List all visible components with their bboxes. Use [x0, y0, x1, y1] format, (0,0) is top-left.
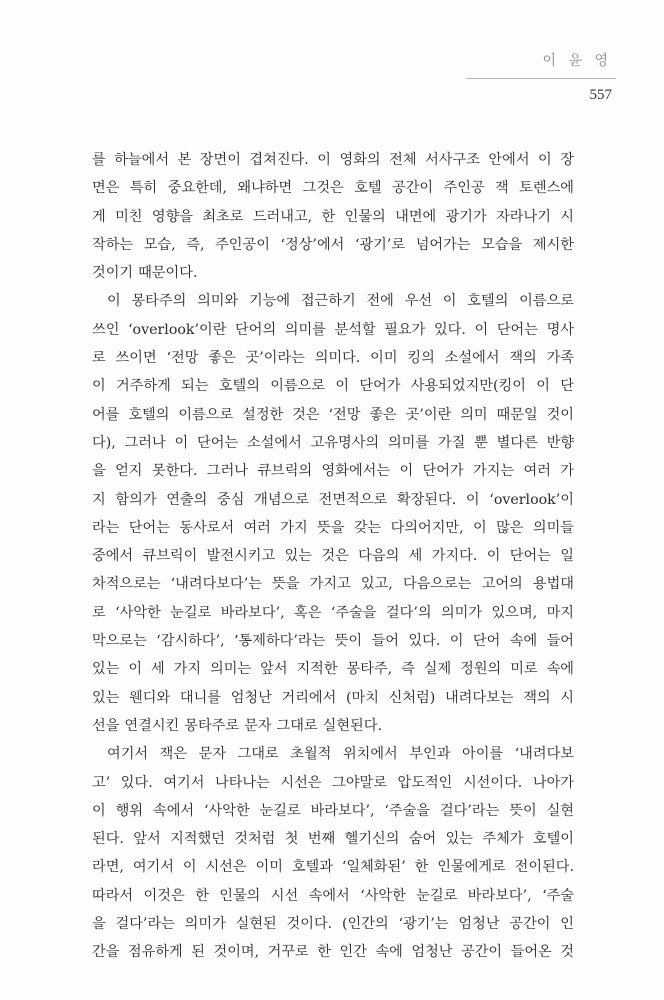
paragraph-line: 중에서 큐브릭이 발전시키고 있는 것은 다음의 세 가지다. 이 단어는 일 [92, 548, 574, 565]
paragraph-line: 지 함의가 연출의 중심 개념으로 전면적으로 확장된다. 이 ‘overlook’이 [92, 491, 574, 508]
paragraph-line: 이 행위 속에서 ‘사악한 눈길로 바라보다’, ‘주술을 걸다’라는 뜻이 실현 [92, 802, 574, 819]
paragraph-line: 따라서 이것은 한 인물의 시선 속에서 ‘사악한 눈길로 바라보다’, ‘주술 [92, 887, 574, 904]
paragraph-line: 라면, 여기서 이 시선은 이미 호텔과 ‘일체화된’ 한 인물에게로 전이된다. [92, 859, 574, 876]
header-rule [466, 78, 616, 79]
paragraph-line: 면은 특히 중요한데, 왜냐하면 그것은 호텔 공간이 주인공 잭 토렌스에 [92, 180, 574, 197]
paragraph-line: 로 ‘사악한 눈길로 바라보다’, 혹은 ‘주술을 걸다’의 의미가 있으며, 마지 [92, 604, 574, 621]
paragraph-line: 선을 연결시킨 몽타주로 문자 그대로 실현된다. [92, 717, 382, 734]
paragraph-line: 고’ 있다. 여기서 나타나는 시선은 그야말로 압도적인 시선이다. 나아가 [92, 774, 574, 791]
paragraph-line: 여기서 잭은 문자 그대로 초월적 위치에서 부인과 아이를 ‘내려다보 [107, 746, 574, 763]
paragraph-line: 을 얻지 못한다. 그러나 큐브릭의 영화에서는 이 단어가 가지는 여러 가 [92, 463, 574, 480]
paragraph-line: 라는 단어는 동사로서 여러 가지 뜻을 갖는 다의어지만, 이 많은 의미들 [92, 519, 574, 536]
page-number: 557 [589, 87, 612, 103]
paragraph-line: 이 거주하게 되는 호텔의 이름으로 이 단어가 사용되었지만(킹이 이 단 [92, 378, 574, 395]
paragraph-line: 어를 호텔의 이름으로 설정한 것은 ‘전망 좋은 곳’이란 의미 때문일 것이 [92, 406, 574, 423]
paragraph-line: 쓰인 ‘overlook’이란 단어의 의미를 분석할 필요가 있다. 이 단어는 명사 [92, 321, 574, 338]
paragraph-line: 있는 웬디와 대니를 엄청난 거리에서 (마치 신처럼) 내려다보는 잭의 시 [92, 689, 574, 706]
paragraph-line: 로 쓰이면 ‘전망 좋은 곳’이라는 의미다. 이미 킹의 소설에서 잭의 가족 [92, 350, 574, 367]
paragraph-line: 을 걸다’라는 의미가 실현된 것이다. (인간의 ‘광기’는 엄청난 공간이 인 [92, 916, 574, 933]
paragraph-line: 간을 점유하게 된 것이며, 거꾸로 한 인간 속에 엄청난 공간이 들어온 것 [92, 944, 574, 961]
paragraph-line: 차적으로는 ‘내려다보다’는 뜻을 가지고 있고, 다음으로는 고어의 용법대 [92, 576, 574, 593]
running-head [476, 50, 616, 104]
paragraph-line: 이 몽타주의 의미와 기능에 접근하기 전에 우선 이 호텔의 이름으로 [107, 293, 574, 310]
paragraph-line: 막으로는 ‘감시하다’, ‘통제하다’라는 뜻이 들어 있다. 이 단어 속에 들어 [92, 633, 574, 650]
paragraph-line: 있는 이 세 가지 의미는 앞서 지적한 몽타주, 즉 실제 정원의 미로 속에 [92, 661, 574, 678]
author-name: 이 윤 영 [542, 53, 612, 69]
paragraph-line: 것이기 때문이다. [92, 265, 198, 282]
paragraph-line: 게 미친 영향을 최초로 드러내고, 한 인물의 내면에 광기가 자라나기 시 [92, 208, 574, 225]
paragraph-line: 된다. 앞서 지적했던 것처럼 첫 번째 헬기신의 숨어 있는 주체가 호텔이 [92, 831, 574, 848]
paragraph-line: 다), 그러나 이 단어는 소설에서 고유명사의 의미를 가질 뿐 별다른 반향 [92, 434, 574, 451]
body-text [92, 146, 574, 967]
paragraph-line: 를 하늘에서 본 장면이 겹쳐진다. 이 영화의 전체 서사구조 안에서 이 장 [92, 152, 574, 168]
paragraph-line: 작하는 모습, 즉, 주인공이 ‘정상’에서 ‘광기’로 넘어가는 모습을 제시한 [92, 236, 574, 253]
